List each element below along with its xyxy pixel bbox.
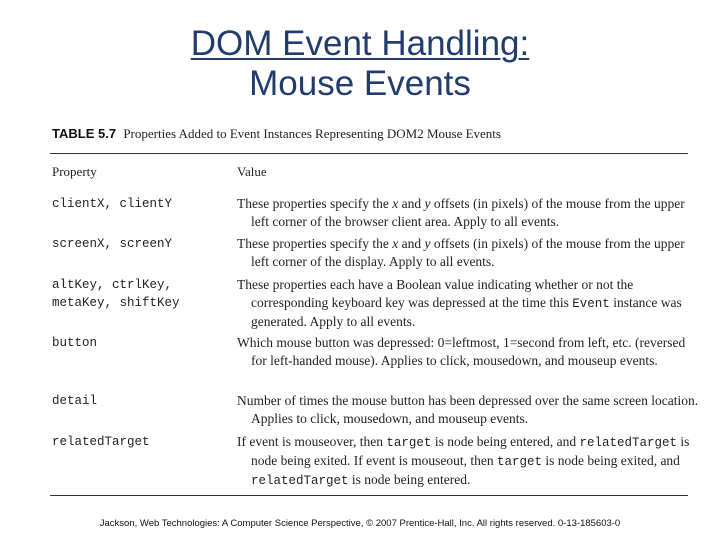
value-text: is node being exited, and <box>541 453 680 468</box>
value-text: and <box>398 236 425 251</box>
column-header-value: Value <box>237 164 267 179</box>
value-text: is node being exited. If event is mouseout, then <box>251 434 690 468</box>
value-text: and <box>398 196 425 211</box>
property-cell <box>52 235 232 253</box>
property-cell <box>52 433 232 451</box>
table-caption <box>52 126 501 142</box>
property-cell <box>52 276 232 312</box>
value-code: target <box>386 436 432 450</box>
table-bottom-rule <box>50 495 688 496</box>
slide-title <box>0 24 720 104</box>
value-italic: x <box>392 236 399 251</box>
value-cell <box>237 235 699 271</box>
value-code: relatedTarget <box>579 436 678 450</box>
value-text: These properties specify the <box>237 196 393 211</box>
value-cell: Which mouse button was depressed: 0=leftmost, 1=second from left, etc. (reversed for left-handed mouse). Applies to click, mousedown, and mouseup events. <box>237 335 686 368</box>
value-text: offsets (in pixels) of the mouse from the upper left corner of the browser client area. Apply to all events. <box>251 196 685 229</box>
value-text: These properties specify the <box>237 236 393 251</box>
value-cell <box>237 276 699 331</box>
slide-title-line2: Mouse Events <box>249 64 471 103</box>
property-cell <box>52 334 232 352</box>
slide-footer: Jackson, Web Technologies: A Computer Science Perspective, © 2007 Prentice-Hall, Inc. All rights reserved. 0-13-185603-0 <box>99 518 621 529</box>
property-name: metaKey, shiftKey <box>52 296 180 310</box>
property-name: detail <box>52 394 98 408</box>
property-name: relatedTarget <box>52 435 150 449</box>
property-name: screenX, screenY <box>52 237 173 251</box>
property-name: altKey, ctrlKey, <box>52 278 173 292</box>
table-label: TABLE 5.7 <box>52 126 117 141</box>
property-name: button <box>52 336 98 350</box>
value-code: target <box>496 455 542 469</box>
value-text: instance was generated. Apply to all events. <box>251 295 682 329</box>
property-cell <box>52 195 232 213</box>
value-text: These properties each have a Boolean value indicating whether or not the corresponding keyboard key was depressed at the time this <box>237 277 634 310</box>
table-caption-text: Properties Added to Event Instances Representing DOM2 Mouse Events <box>123 126 501 141</box>
property-cell <box>52 392 232 410</box>
value-text: is node being entered. <box>348 472 471 487</box>
value-italic: y <box>424 196 431 211</box>
value-code: relatedTarget <box>251 474 349 488</box>
value-cell <box>237 195 699 231</box>
table-top-rule <box>50 153 688 154</box>
value-text: is node being entered, and <box>431 434 580 449</box>
value-cell <box>237 433 699 490</box>
value-italic: x <box>392 196 399 211</box>
column-header-property: Property <box>52 164 97 179</box>
slide-title-line1: DOM Event Handling: <box>190 24 530 63</box>
value-text: If event is mouseover, then <box>237 434 387 449</box>
value-cell: Number of times the mouse button has been depressed over the same screen location. Applies to click, mousedown, and mouseup events. <box>237 393 699 426</box>
value-italic: y <box>424 236 431 251</box>
value-text: offsets (in pixels) of the mouse from the upper left corner of the display. Apply to all events. <box>251 236 685 269</box>
value-code: Event <box>572 297 610 311</box>
property-name: clientX, clientY <box>52 197 173 211</box>
